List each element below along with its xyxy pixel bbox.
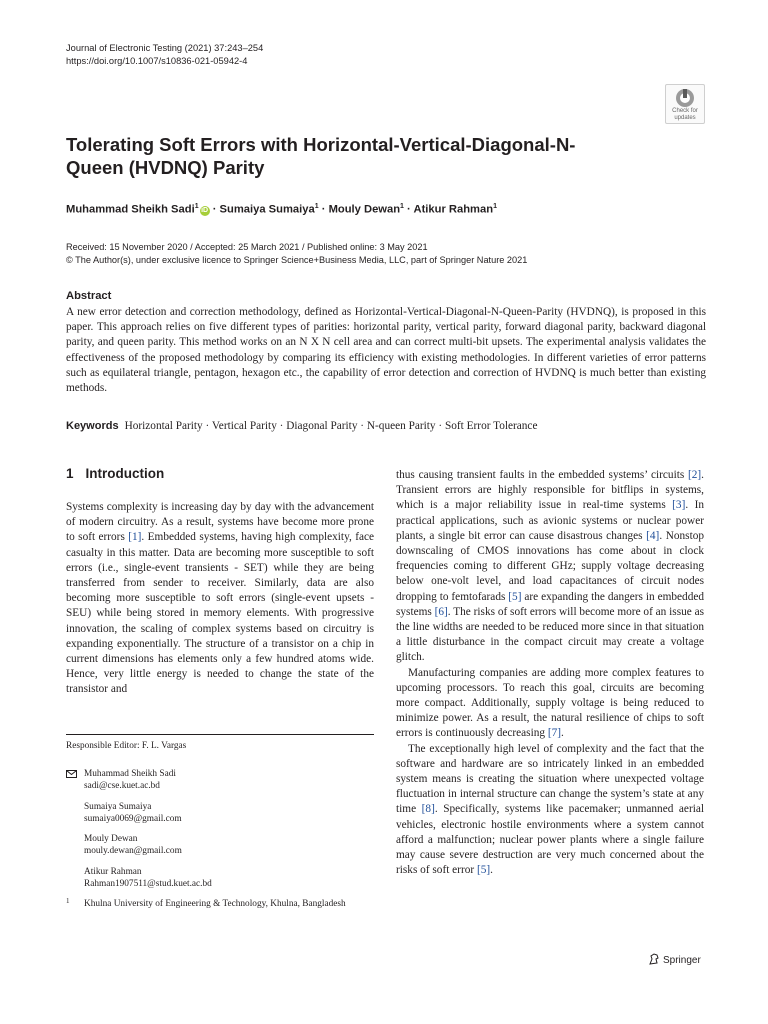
citation-link[interactable]: [4] bbox=[646, 529, 660, 542]
citation-link[interactable]: [7] bbox=[547, 727, 562, 740]
keywords-heading: Keywords bbox=[66, 420, 119, 432]
author-contact bbox=[66, 866, 374, 891]
body-left-column bbox=[66, 500, 374, 698]
body-text: The exceptionally high level of complexity and the fact that the software and hardware are so intricately linked in an embedded system means is creating the situation where unexpected voltage fluctuation in internal structure can change the system’s state at any time bbox=[396, 742, 704, 816]
check-for-updates-badge[interactable] bbox=[665, 84, 705, 124]
contact-email[interactable]: sadi@cse.kuet.ac.bd bbox=[84, 781, 160, 792]
body-paragraph bbox=[66, 500, 374, 698]
envelope-icon bbox=[66, 770, 77, 778]
journal-citation: Journal of Electronic Testing (2021) 37:243–254 bbox=[66, 43, 264, 53]
body-text: are expanding the dangers in embedded systems bbox=[396, 590, 705, 618]
body-text: . bbox=[490, 864, 493, 877]
citation-link[interactable]: [1] bbox=[128, 531, 142, 544]
citation-link[interactable]: [6] bbox=[434, 605, 448, 618]
author-affiliation-marker: 1 bbox=[314, 203, 319, 210]
publisher-logo bbox=[648, 953, 701, 966]
author-name[interactable]: Sumaiya Sumaiya bbox=[219, 203, 315, 216]
responsible-editor: Responsible Editor: F. L. Vargas bbox=[66, 741, 187, 751]
doi-link[interactable]: https://doi.org/10.1007/s10836-021-05942-4 bbox=[66, 56, 248, 66]
author-contacts bbox=[66, 768, 374, 911]
abstract-text: A new error detection and correction methodology, defined as Horizontal-Vertical-Diagonal-N-Queen-Parity (HVDNQ), is proposed in this paper. This approach relies on five different types of parities: horizontal parity, vertical parity, forward diagonal parity, backward diagonal parity, and queen parity. This method works on an N X N cell area and can correct multi-bit upsets. The experimental analysis validates the effectiveness of the proposed methodology by comparing its efficiency with existing methodologies. In different varieties of error patterns such as equilateral triangle, pentagon, hexagon etc., the capability of error detection and correction of HVDNQ is much better than existing methods. bbox=[66, 306, 706, 395]
affiliation-number: 1 bbox=[66, 897, 70, 906]
abstract-heading: Abstract bbox=[66, 290, 112, 302]
footnote-divider bbox=[66, 734, 374, 735]
contact-email[interactable]: sumaiya0069@gmail.com bbox=[84, 813, 182, 824]
paper-title: Tolerating Soft Errors with Horizontal-Vertical-Diagonal-N-Queen (HVDNQ) Parity bbox=[66, 134, 576, 178]
author-contact bbox=[66, 768, 374, 793]
publisher-name: Springer bbox=[663, 955, 701, 966]
badge-label-1: Check for bbox=[672, 108, 698, 114]
body-right-column bbox=[396, 468, 704, 878]
author-contact bbox=[66, 801, 374, 826]
contact-name: Mouly Dewan bbox=[84, 834, 138, 845]
body-paragraph bbox=[396, 468, 704, 666]
copyright-line: © The Author(s), under exclusive licence to Springer Science+Business Media, LLC, part of Springer Nature 2021 bbox=[66, 255, 528, 265]
contact-name: Atikur Rahman bbox=[84, 866, 142, 877]
author-affiliation-marker: 1 bbox=[493, 203, 497, 210]
springer-horse-icon bbox=[648, 953, 660, 965]
orcid-icon[interactable]: iD bbox=[201, 206, 209, 214]
author-name[interactable]: Mouly Dewan bbox=[328, 203, 401, 216]
citation-link[interactable]: [5] bbox=[476, 864, 491, 877]
keywords-text: Horizontal Parity · Vertical Parity · Diagonal Parity · N-queen Parity · Soft Error Tolerance bbox=[124, 420, 538, 432]
author-separator: · bbox=[209, 203, 220, 216]
citation-link[interactable]: [8] bbox=[421, 803, 435, 816]
contact-name: Muhammad Sheikh Sadi bbox=[84, 769, 176, 779]
section-number: 1 bbox=[66, 466, 74, 481]
section-heading bbox=[66, 466, 164, 481]
body-text: . Transient errors are highly responsible for bitflips in systems, which is a major reliability issue in real-time systems bbox=[396, 469, 704, 512]
section-title: Introduction bbox=[85, 466, 165, 481]
author-contact bbox=[66, 833, 374, 858]
affiliation bbox=[66, 898, 374, 910]
keywords bbox=[66, 420, 706, 432]
received-accepted-line: Received: 15 November 2020 / Accepted: 25 March 2021 / Published online: 3 May 2021 bbox=[66, 242, 428, 252]
badge-label-2: updates bbox=[674, 114, 696, 121]
body-text: . Embedded systems, having high complexity, face casualty in this matter. Data are becoming more susceptible to soft errors (i.e., single-event transients - SET) while they are being transferred from sender to receiver. Similarly, data are also becoming more susceptible to soft errors (single-event upsets - SEU) while being stored in memory elements. With progressive innovation, the scaling of complex systems based on circuitry is expanding exponentially. The structure of a transistor on a chip in current dimensions has elements only a few hundred atoms wide. Hence, very little energy is needed to change the state of the transistor and bbox=[66, 531, 374, 696]
body-paragraph bbox=[396, 666, 704, 742]
contact-name: Sumaiya Sumaiya bbox=[84, 801, 152, 812]
author-affiliation-marker: 1 bbox=[194, 203, 199, 210]
affiliation-text: Khulna University of Engineering & Technology, Khulna, Bangladesh bbox=[84, 899, 346, 910]
publication-dates bbox=[66, 241, 527, 267]
contact-email[interactable]: Rahman1907511@stud.kuet.ac.bd bbox=[84, 879, 212, 890]
author-separator: · bbox=[318, 203, 329, 216]
body-text: . bbox=[561, 727, 564, 740]
body-text: thus causing transient faults in the embedded systems’ circuits bbox=[396, 469, 688, 481]
body-text: . The risks of soft errors will become more of an issue as the line widths are needed to be reduced more since in that situation a little disturbance in the compact circuit may create a voltage glitch. bbox=[396, 605, 704, 664]
body-text: . Nonstop downscaling of CMOS innovations has come about in clock frequencies coming to different GHz; supply voltage decreasing below one-volt level, and load capacitances of circuit nodes dropping to femtofarads bbox=[396, 529, 705, 603]
author-name[interactable]: Muhammad Sheikh Sadi bbox=[66, 203, 195, 216]
contact-email[interactable]: mouly.dewan@gmail.com bbox=[84, 846, 182, 857]
author-name[interactable]: Atikur Rahman bbox=[413, 203, 494, 216]
citation-link[interactable]: [3] bbox=[672, 499, 686, 512]
author-list bbox=[66, 203, 497, 216]
body-paragraph bbox=[396, 742, 704, 879]
body-text: Systems complexity is increasing day by day with the advancement of modern circuitry. As a result, systems have become more prone to soft errors bbox=[66, 501, 374, 544]
check-updates-icon bbox=[674, 88, 696, 108]
body-text: . In practical applications, such as avionic systems or nuclear power plants, a single bit error can cause disastrous changes bbox=[396, 499, 704, 542]
body-text: . Specifically, systems like pacemaker; unmanned aerial vehicles, electronic hostile environments where a system cannot afford a malfunction; nuclear power plants where a single failure may cause severe destruction are very much concerned about the risks of soft error bbox=[396, 803, 705, 877]
body-text: Manufacturing companies are adding more complex features to upcoming processors. To reach this goal, circuits are becoming more compact. Additionally, supply voltage is being reduced to minimize power. As a result, the natural resilience of chips to soft errors is continuously decreasing bbox=[396, 666, 704, 740]
citation-link[interactable]: [2] bbox=[687, 469, 702, 481]
citation-link[interactable]: [5] bbox=[508, 590, 522, 603]
author-separator: · bbox=[403, 203, 414, 216]
author-affiliation-marker: 1 bbox=[400, 203, 404, 210]
journal-header bbox=[66, 42, 263, 68]
